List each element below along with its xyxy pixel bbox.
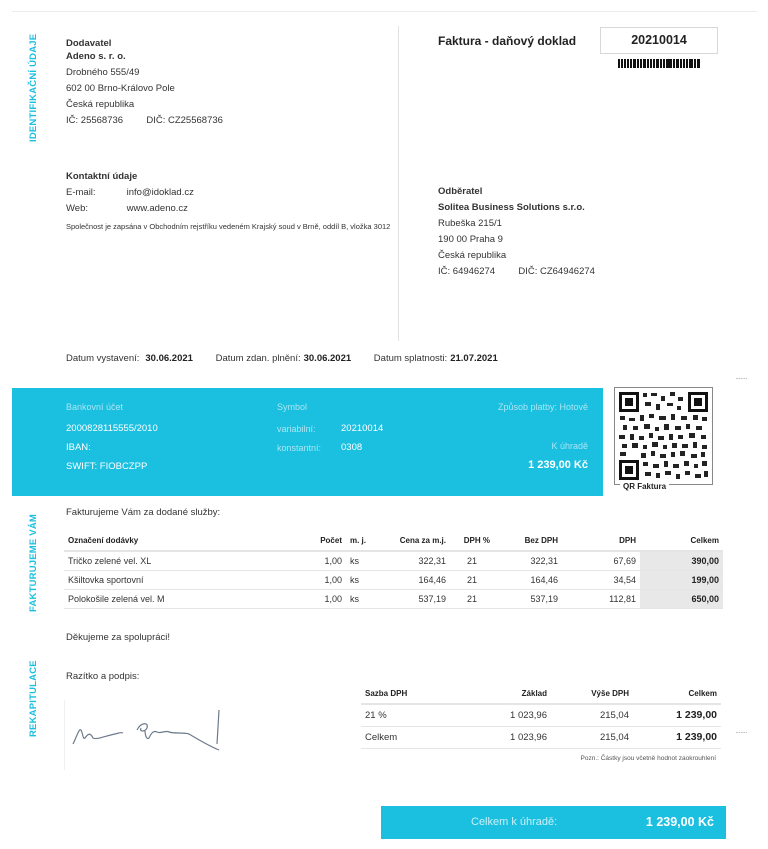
swift: SWIFT: FIOBCZPP <box>66 461 148 472</box>
customer-ic-label: IČ: <box>438 266 451 277</box>
item-unit-price: 322,31 <box>386 551 450 570</box>
item-total: 199,00 <box>640 570 723 589</box>
item-net: 537,19 <box>494 589 562 608</box>
customer-heading: Odběratel <box>438 186 483 197</box>
col-quantity: Počet <box>304 531 346 551</box>
recap-table <box>361 684 721 749</box>
supplier-block <box>66 36 223 129</box>
col-net: Bez DPH <box>494 531 562 551</box>
dates-row <box>66 353 518 364</box>
document-title: Faktura - daňový doklad <box>438 34 577 48</box>
amount-due: 1 239,00 Kč <box>528 459 588 471</box>
customer-street: Rubeška 215/1 <box>438 218 502 229</box>
item-vat: 34,54 <box>562 570 640 589</box>
supplier-heading: Dodavatel <box>66 38 112 49</box>
supplier-city: 602 00 Brno-Královo Pole <box>66 83 175 94</box>
contact-block <box>66 169 396 232</box>
supplier-ic: 25568736 <box>80 115 124 126</box>
item-total: 390,00 <box>640 551 723 570</box>
recap-rate: Celkem <box>361 726 471 748</box>
recap-vat: 215,04 <box>551 726 633 748</box>
fold-mark: ······· <box>735 374 747 383</box>
contact-web-row <box>66 201 396 217</box>
recap-header-row <box>361 684 721 704</box>
items-table <box>64 531 723 609</box>
supplier-ic-label: IČ: <box>66 115 79 126</box>
supplier-dic-label: DIČ: <box>146 115 166 126</box>
item-unit: ks <box>346 589 386 608</box>
qr-pattern-icon <box>615 388 712 484</box>
supplier-street: Drobného 555/49 <box>66 67 140 78</box>
customer-country: Česká republika <box>438 250 507 261</box>
recap-total: 1 239,00 <box>633 704 721 726</box>
item-vat: 112,81 <box>562 589 640 608</box>
supplier-dic: CZ25568736 <box>167 115 223 126</box>
item-unit-price: 164,46 <box>386 570 450 589</box>
col-total: Celkem <box>633 684 721 704</box>
col-description: Označení dodávky <box>64 531 304 551</box>
amount-due-label: K úhradě <box>551 441 588 451</box>
bank-account: 2000828115555/2010 <box>66 423 158 434</box>
contact-heading: Kontaktní údaje <box>66 171 138 182</box>
table-row <box>361 704 721 726</box>
col-vat: DPH <box>562 531 640 551</box>
constant-symbol: 0308 <box>341 442 363 453</box>
section-label-recap: REKAPITULACE <box>28 660 39 737</box>
web-value[interactable]: www.adeno.cz <box>126 203 188 214</box>
item-vat-rate: 21 <box>450 570 494 589</box>
customer-dic: CZ64946274 <box>539 266 595 277</box>
email-value[interactable]: info@idoklad.cz <box>126 187 194 198</box>
customer-ic: 64946274 <box>452 266 496 277</box>
thanks-text: Děkujeme za spolupráci! <box>66 632 171 643</box>
col-unit-price: Cena za m.j. <box>386 531 450 551</box>
col-base: Základ <box>471 684 551 704</box>
supplier-ids <box>66 113 223 129</box>
item-vat-rate: 21 <box>450 551 494 570</box>
symbol-label: Symbol <box>277 402 308 412</box>
due-date: 21.07.2021 <box>450 353 498 364</box>
taxable-date: 30.06.2021 <box>303 353 352 364</box>
issued-date: 30.06.2021 <box>145 353 193 364</box>
recap-vat: 215,04 <box>551 704 633 726</box>
recap-base: 1 023,96 <box>471 726 551 748</box>
recap-total: 1 239,00 <box>633 726 721 748</box>
recap-base: 1 023,96 <box>471 704 551 726</box>
supplier-country: Česká republika <box>66 99 135 110</box>
item-vat: 67,69 <box>562 551 640 570</box>
col-vat-rate: DPH % <box>450 531 494 551</box>
qr-caption: QR Faktura <box>620 482 669 491</box>
col-vat-rate: Sazba DPH <box>361 684 471 704</box>
constant-symbol-label: konstantní: <box>277 443 322 453</box>
item-description: Polokošile zelená vel. M <box>64 589 304 608</box>
variable-symbol-label: variabilní: <box>277 424 316 434</box>
customer-block <box>438 184 595 280</box>
payment-method: Způsob platby: Hotově <box>497 402 588 412</box>
invoice-number: 20210014 <box>600 27 718 54</box>
customer-ids <box>438 264 595 280</box>
taxable-label: Datum zdan. plnění: <box>215 353 301 364</box>
issued-label: Datum vystavení: <box>66 353 140 364</box>
item-unit: ks <box>346 570 386 589</box>
registry-note: Společnost je zapsána v Obchodním rejstříku vedeném Krajský soud v Brně, oddíl B, vložka 3012 <box>66 222 391 231</box>
section-label-identification: IDENTIFIKAČNÍ ÚDAJE <box>28 33 39 142</box>
col-total: Celkem <box>640 531 723 551</box>
items-intro: Fakturujeme Vám za dodané služby: <box>66 507 221 518</box>
vertical-divider <box>398 26 399 341</box>
signature-area <box>64 700 264 770</box>
recap-rate: 21 % <box>361 704 471 726</box>
item-quantity: 1,00 <box>304 551 346 570</box>
item-total: 650,00 <box>640 589 723 608</box>
variable-symbol: 20210014 <box>341 423 384 434</box>
customer-city: 190 00 Praha 9 <box>438 234 503 245</box>
item-quantity: 1,00 <box>304 570 346 589</box>
table-row <box>64 589 723 608</box>
col-vat-amount: Výše DPH <box>551 684 633 704</box>
email-label: E-mail: <box>66 187 96 198</box>
total-due-label: Celkem k úhradě: <box>471 816 558 828</box>
col-unit: m. j. <box>346 531 386 551</box>
payment-panel <box>12 388 603 496</box>
customer-dic-label: DIČ: <box>518 266 538 277</box>
fold-mark: ······· <box>735 728 747 737</box>
iban: IBAN: <box>66 442 91 453</box>
customer-name: Solitea Business Solutions s.r.o. <box>438 202 585 213</box>
supplier-name: Adeno s. r. o. <box>66 51 126 62</box>
signature-icon <box>65 700 265 770</box>
qr-code <box>614 387 713 485</box>
item-unit: ks <box>346 551 386 570</box>
item-description: Kšiltovka sportovní <box>64 570 304 589</box>
items-header-row <box>64 531 723 551</box>
web-label: Web: <box>66 203 89 214</box>
stamp-label: Razítko a podpis: <box>66 671 140 682</box>
item-net: 164,46 <box>494 570 562 589</box>
top-divider <box>12 11 757 12</box>
table-row <box>64 570 723 589</box>
item-unit-price: 537,19 <box>386 589 450 608</box>
item-description: Tričko zelené vel. XL <box>64 551 304 570</box>
section-label-invoicing: FAKTURUJEME VÁM <box>28 513 39 612</box>
due-label: Datum splatnosti: <box>373 353 448 364</box>
item-vat-rate: 21 <box>450 589 494 608</box>
total-due-bar <box>381 806 726 839</box>
table-row <box>361 726 721 748</box>
total-due-value: 1 239,00 Kč <box>645 815 714 829</box>
item-net: 322,31 <box>494 551 562 570</box>
barcode <box>618 59 702 68</box>
rounding-note: Pozn.: Částky jsou včetně hodnot zaokrouhlení <box>580 755 716 762</box>
item-quantity: 1,00 <box>304 589 346 608</box>
contact-email-row <box>66 185 396 201</box>
bank-account-label: Bankovní účet <box>66 402 124 412</box>
table-row <box>64 551 723 570</box>
